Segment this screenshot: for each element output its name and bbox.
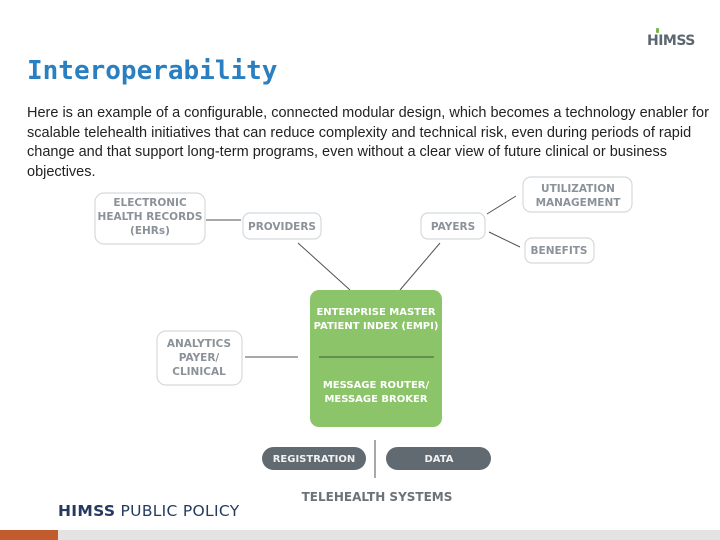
footer-brand-strong: HIMSS xyxy=(58,502,116,520)
slide-body-text: Here is an example of a configurable, connected modular design, which becomes a technology enabler for scalable telehealth initiatives that can reduce complexity and technical risk, even during periods of rapid change and that support long-term programs, even without a clear view of future clinical or business objectives. xyxy=(27,105,709,180)
node-analytics-line2: PAYER/ xyxy=(178,352,220,364)
connector-payers-utilization xyxy=(487,196,516,214)
node-core xyxy=(310,290,442,427)
node-analytics-line1: ANALYTICS xyxy=(166,338,232,350)
node-analytics-line3: CLINICAL xyxy=(172,366,226,378)
footer-bar xyxy=(0,530,720,540)
footer-brand xyxy=(58,502,239,520)
node-utilization-management xyxy=(523,177,632,212)
node-analytics xyxy=(157,331,242,385)
footer-brand-rest: PUBLIC POLICY xyxy=(115,502,240,520)
node-payers-label: PAYERS xyxy=(430,221,476,233)
node-router-line2: MESSAGE BROKER xyxy=(324,394,428,405)
node-benefits-label: BENEFITS xyxy=(530,245,588,257)
node-data xyxy=(386,447,491,470)
node-registration xyxy=(262,447,366,470)
node-router-line1: MESSAGE ROUTER/ xyxy=(322,380,430,391)
slide-title: Interoperability xyxy=(27,56,278,86)
node-ehr xyxy=(95,193,205,244)
diagram-caption: TELEHEALTH SYSTEMS xyxy=(301,490,453,504)
node-ehr-line3: (EHRs) xyxy=(130,225,170,237)
logo-text: HIMSS xyxy=(647,33,695,49)
node-benefits xyxy=(525,238,594,263)
node-providers-label: PROVIDERS xyxy=(248,221,316,233)
connector-payers-core xyxy=(400,243,440,290)
node-empi-line2: PATIENT INDEX (EMPI) xyxy=(313,321,439,332)
node-registration-label: REGISTRATION xyxy=(272,454,356,465)
connector-payers-benefits xyxy=(489,232,520,247)
connector-providers-core xyxy=(298,243,350,290)
node-ehr-line2: HEALTH RECORDS xyxy=(97,211,203,223)
node-empi-line1: ENTERPRISE MASTER xyxy=(316,307,436,318)
node-payers xyxy=(421,213,485,239)
node-utilization-line1: UTILIZATION xyxy=(541,183,615,195)
node-providers xyxy=(243,213,321,239)
node-ehr-line1: ELECTRONIC xyxy=(113,197,187,209)
node-data-label: DATA xyxy=(424,454,454,465)
footer-accent xyxy=(0,530,58,540)
node-utilization-line2: MANAGEMENT xyxy=(535,197,621,209)
